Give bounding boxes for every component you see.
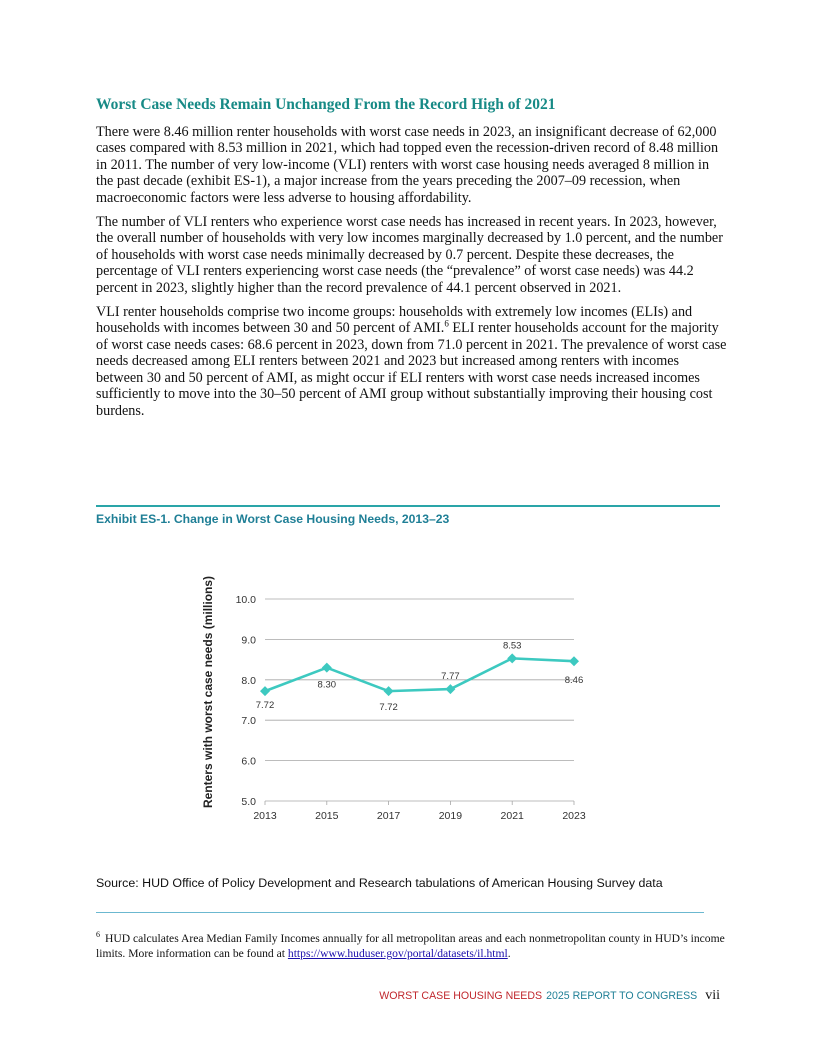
data-label: 8.53 [502,640,522,652]
footer-report-subtitle: 2025 REPORT TO CONGRESS [546,990,698,1002]
data-point [384,686,394,696]
x-tick-label: 2023 [562,810,586,822]
chart-y-axis-label: Renters with worst case needs (millions) [201,575,215,809]
paragraph-3-part-1: VLI renter households comprise two income groups: households with extremely low incomes (ELIs) and households with incomes between 30 and 50 percent of AMI. [96,304,693,337]
data-point [507,653,517,663]
y-tick-label: 7.0 [241,715,256,728]
paragraph-2: The number of VLI renters who experience worst case needs has increased in recent years. In 2023, however, the overall number of households with very low incomes marginally decreased by 1.0 percent, and the number of households with worst case needs minimally decreased by 0.7 percent. Despite these decreases, the percentage of VLI renters experiencing worst case needs (the “prevalence” of worst case needs) was 44.2 percent in 2023, slightly higher than the record prevalence of 44.1 percent observed in 2021. [96,214,723,296]
data-label: 8.30 [317,679,337,691]
footer-report-name: WORST CASE HOUSING NEEDS [379,990,543,1002]
x-tick-label: 2019 [438,810,463,822]
footnote-divider [96,912,704,913]
y-tick-label: 8.0 [241,674,256,687]
x-tick-label: 2015 [315,810,339,822]
data-label: 8.46 [564,675,584,687]
exhibit-divider [96,505,720,507]
data-label: 7.77 [441,671,460,683]
section-heading: Worst Case Needs Remain Unchanged From the Record High of 2021 [96,96,556,113]
page-number: vii [705,988,720,1003]
data-point [569,656,579,666]
running-footer [379,986,720,1004]
footnote-text: HUD calculates Area Median Family Incomes annually for all metropolitan areas and each nonmetropolitan county in HUD’s income limits. More information can be found at [96,932,725,961]
line-chart [190,560,610,835]
data-point [322,663,332,673]
y-tick-label: 6.0 [241,755,256,768]
paragraph-3 [96,304,728,419]
body-text [96,124,728,427]
footnote-link[interactable]: https://www.huduser.gov/portal/datasets/il.html [287,947,508,961]
x-tick-label: 2021 [500,810,524,822]
y-tick-label: 5.0 [241,796,256,808]
paragraph-1: There were 8.46 million renter households with worst case needs in 2023, an insignificant decrease of 62,000 cases compared with 8.53 million in 2021, which had topped even the recession-driven record of 8.48 million in 2011. The number of very low-income (VLI) renters with worst case housing needs averaged 8 million in the past decade (exhibit ES-1), a major increase from the years preceding the 2007–09 recession, when macroeconomic factors were less adverse to housing affordability. [96,124,719,206]
y-tick-label: 9.0 [241,634,256,647]
paragraph-3-part-2: ELI renter households account for the majority of worst case needs cases: 68.6 percent in 2023, down from 71.0 percent in 2021. The prevalence of worst case needs decreased among ELI renters between 2021 and 2023 but increased among renters with incomes between 30 and 50 percent of AMI, as might occur if ELI renters with worst case needs increased incomes sufficiently to move into the 30–50 percent of AMI group without substantially improving their housing cost burdens. [96,320,727,419]
exhibit-source: Source: HUD Office of Policy Development and Research tabulations of American Housing Survey data [96,876,663,890]
exhibit-title: Exhibit ES-1. Change in Worst Case Housing Needs, 2013–23 [96,512,450,526]
footnote-end: . [507,947,511,961]
data-point [445,684,455,694]
data-label: 7.72 [255,700,275,712]
y-tick-label: 10.0 [235,594,256,606]
x-tick-label: 2013 [253,810,277,822]
footnote-reference[interactable]: 6 [444,318,449,329]
data-point [260,686,270,696]
series-line [265,658,574,691]
data-label: 7.72 [379,702,398,714]
footnote [96,931,726,961]
footnote-number: 6 [96,930,100,940]
x-tick-label: 2017 [376,810,401,822]
